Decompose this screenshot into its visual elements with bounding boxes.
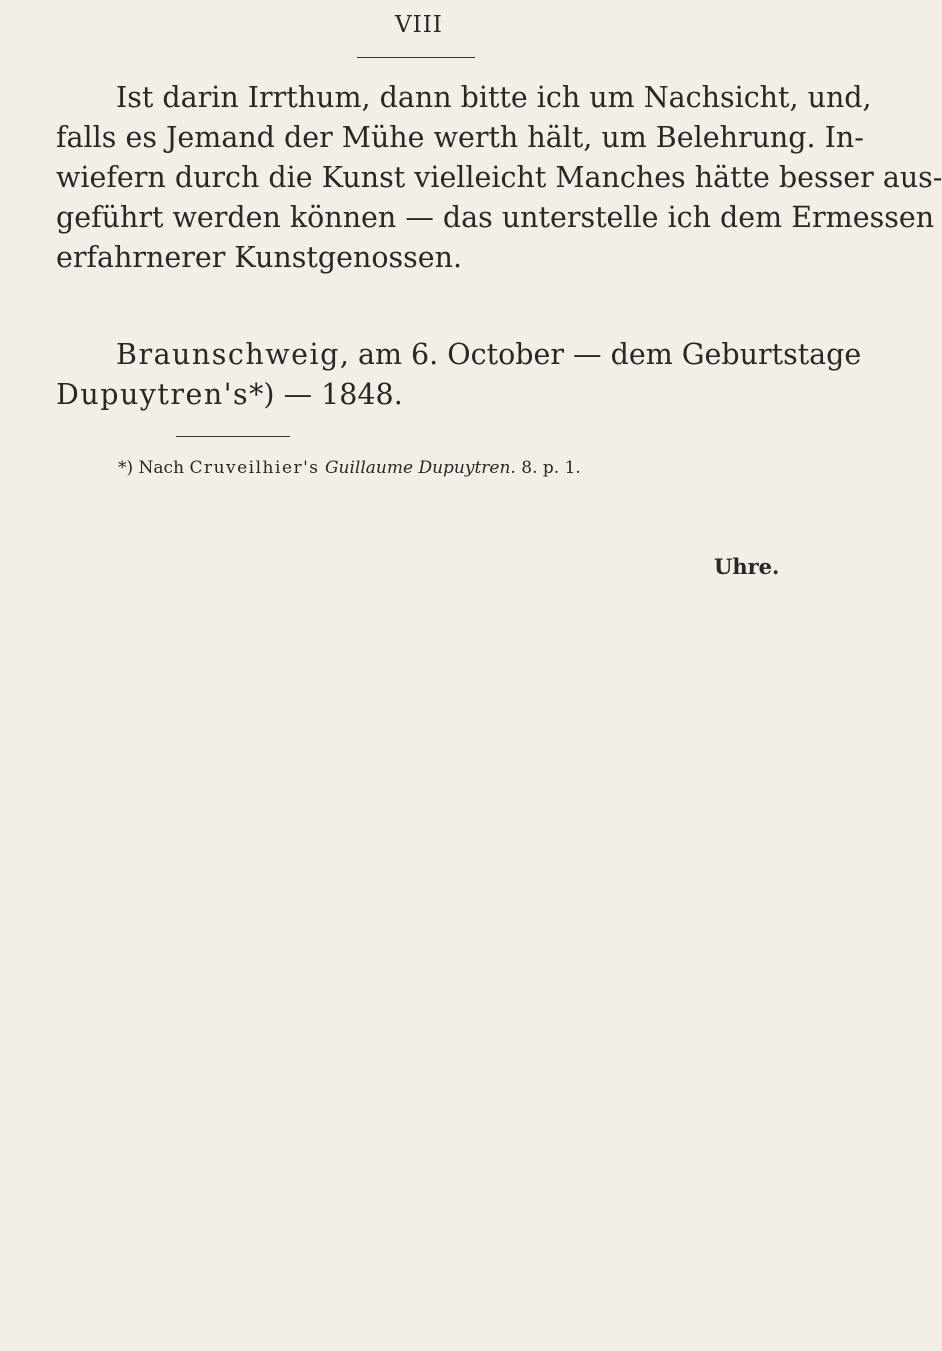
dateline-line-2: [56, 375, 768, 415]
footnote-marker: *) Nach: [118, 458, 185, 478]
paragraph-line: Ist darin Irrthum, dann bitte ich um Nachsicht, und,: [116, 81, 872, 114]
dateline-year: *) — 1848.: [249, 378, 403, 411]
footnote: [118, 458, 581, 478]
body-paragraph: [56, 78, 942, 278]
paragraph-line: geführt werden können — das unterstelle ich dem Ermessen: [56, 201, 935, 234]
header-rule: [357, 57, 475, 58]
closing-dateline: [56, 335, 862, 415]
place-name: Braunschweig: [116, 338, 340, 371]
person-name: Dupuytren's: [56, 378, 250, 411]
paragraph-line: erfahrnerer Kunstgenossen.: [56, 241, 463, 274]
footnote-author: Cruveilhier's: [189, 458, 320, 478]
footnote-rule: [176, 436, 290, 437]
paragraph-line: falls es Jemand der Mühe werth hält, um Belehrung. In-: [56, 121, 864, 154]
dateline-text: , am 6. October — dem Geburtstage: [339, 338, 862, 371]
catchword: Uhre.: [714, 554, 780, 579]
page-number: VIII: [395, 12, 443, 38]
dateline-line-1: [56, 335, 862, 375]
footnote-reference: 8. p. 1.: [521, 458, 581, 478]
footnote-title: Guillaume Dupuytren.: [324, 458, 516, 478]
paragraph-line: wiefern durch die Kunst vielleicht Manches hätte besser aus-: [56, 161, 942, 194]
